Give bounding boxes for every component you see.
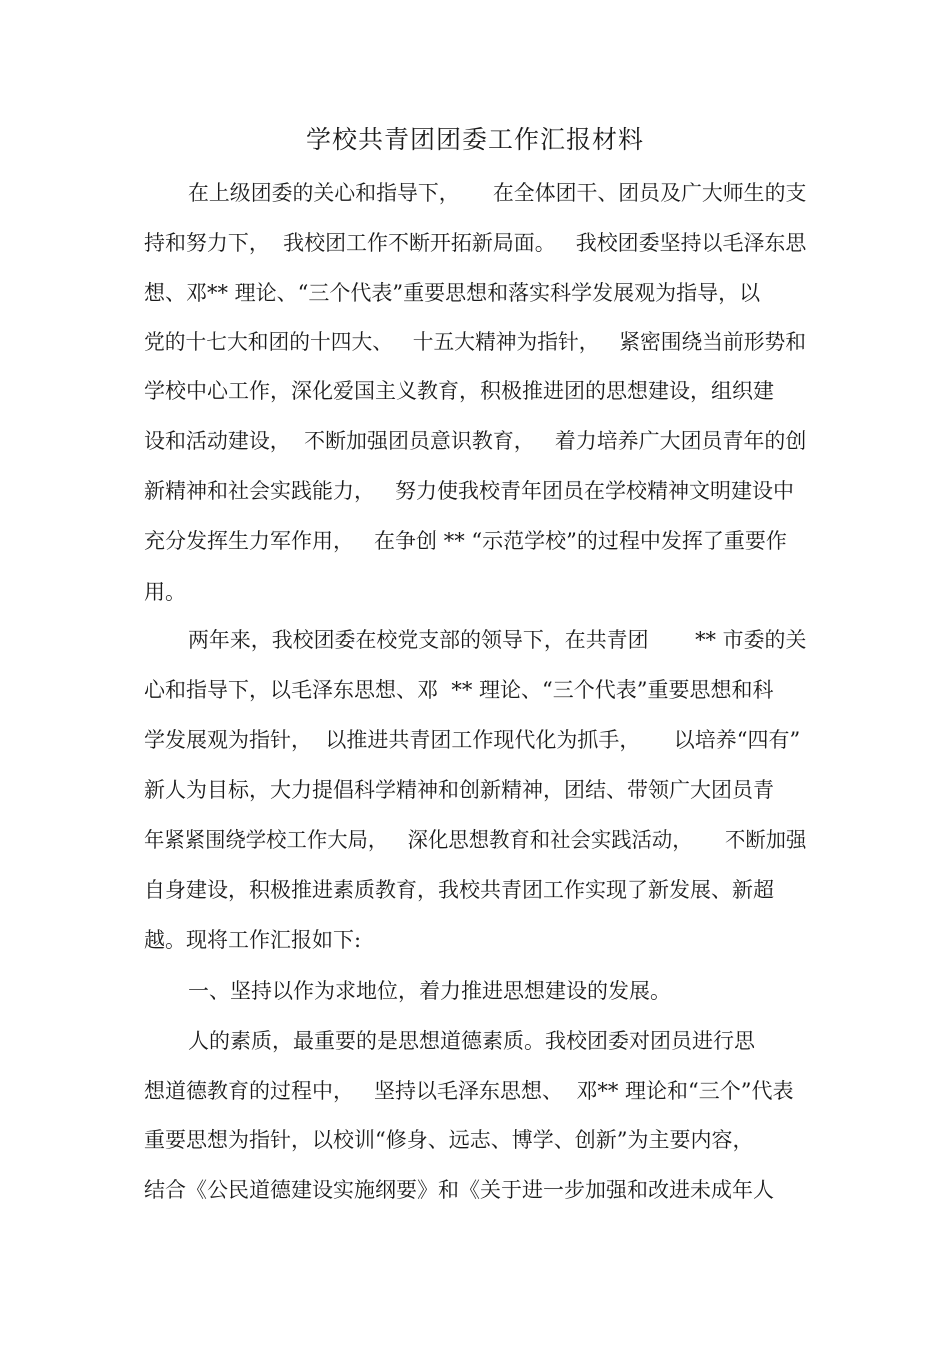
paragraph-line: 年紧紧围绕学校工作大局， 深化思想教育和社会实践活动， 不断加强 xyxy=(144,828,807,852)
paragraph-line: 自身建设，积极推进素质教育，我校共青团工作实现了新发展、新超 xyxy=(144,878,774,902)
paragraph-line: 想、邓** 理论、“三个代表”重要思想和落实科学发展观为指导，以 xyxy=(144,281,761,305)
paragraph-line: 充分发挥生力军作用， 在争创 ** “示范学校”的过程中发挥了重要作 xyxy=(144,529,787,553)
paragraph-line: 越。现将工作汇报如下: xyxy=(144,928,362,952)
paragraph-line: 结合《公民道德建设实施纲要》和《关于进一步加强和改进未成年人 xyxy=(144,1178,774,1202)
paragraph-line: 持和努力下， 我校团工作不断开拓新局面。 我校团委坚持以毛泽东思 xyxy=(144,231,807,255)
paragraph-line: 重要思想为指针，以校训“修身、远志、博学、创新”为主要内容， xyxy=(144,1128,754,1152)
paragraph-line: 在上级团委的关心和指导下， 在全体团干、团员及广大师生的支 xyxy=(188,181,807,205)
paragraph-line: 想道德教育的过程中， 坚持以毛泽东思想、 邓** 理论和“三个”代表 xyxy=(144,1079,794,1103)
paragraph-line: 设和活动建设， 不断加强团员意识教育， 着力培养广大团员青年的创 xyxy=(144,429,807,453)
paragraph-line: 党的十七大和团的十四大、 十五大精神为指针， 紧密围绕当前形势和 xyxy=(144,330,807,354)
paragraph-line: 用。 xyxy=(144,580,186,604)
paragraph-line: 两年来，我校团委在校党支部的领导下，在共青团 ** 市委的关 xyxy=(188,628,807,652)
paragraph-line: 学校中心工作，深化爱国主义教育，积极推进团的思想建设，组织建 xyxy=(144,379,774,403)
paragraph-line: 新精神和社会实践能力， 努力使我校青年团员在学校精神文明建设中 xyxy=(144,479,795,503)
paragraph-line: 心和指导下，以毛泽东思想、邓 ** 理论、“三个代表”重要思想和科 xyxy=(144,678,774,702)
document-title: 学校共青团团委工作汇报材料 xyxy=(305,125,644,154)
paragraph-line: 学发展观为指针， 以推进共青团工作现代化为抓手， 以培养“四有” xyxy=(144,728,801,752)
paragraph-line: 新人为目标，大力提倡科学精神和创新精神，团结、带领广大团员青 xyxy=(144,778,774,802)
section-heading: 一、坚持以作为求地位，着力推进思想建设的发展。 xyxy=(188,979,671,1003)
paragraph-line: 人的素质，最重要的是思想道德素质。我校团委对团员进行思 xyxy=(188,1029,755,1053)
